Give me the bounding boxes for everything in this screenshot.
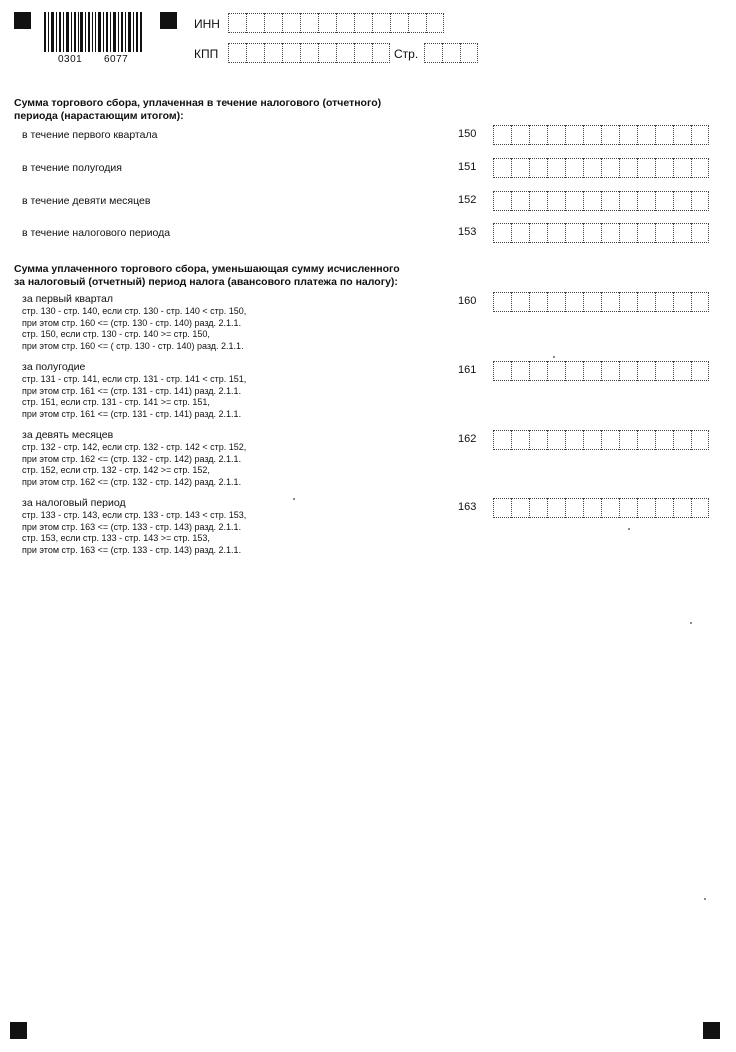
block-163-title: за налоговый период	[22, 497, 126, 509]
kpp-cells[interactable]	[228, 43, 390, 63]
block-161	[22, 361, 442, 420]
bottom-right-marker	[703, 1022, 720, 1039]
row-161-cells[interactable]	[493, 361, 709, 381]
block-161-line-3: стр. 151, если стр. 131 - стр. 141 >= стр. 151,	[22, 397, 210, 408]
scan-speck	[704, 898, 706, 900]
block-163-line-2: при этом стр. 163 <= (стр. 133 - стр. 143) разд. 2.1.1.	[22, 521, 242, 532]
block-163-line-4: при этом стр. 163 <= (стр. 133 - стр. 143) разд. 2.1.1.	[22, 544, 242, 555]
block-161-line-2: при этом стр. 161 <= (стр. 131 - стр. 141) разд. 2.1.1.	[22, 385, 242, 396]
block-163	[22, 497, 442, 556]
top-center-marker	[160, 12, 177, 29]
row-151-label: в течение полугодия	[22, 162, 122, 174]
row-152-label: в течение девяти месяцев	[22, 195, 151, 207]
top-left-marker	[14, 12, 31, 29]
row-163-code: 163	[458, 501, 477, 513]
block-162-line-1: стр. 132 - стр. 142, если стр. 132 - стр. 142 < стр. 152,	[22, 442, 247, 452]
scan-speck	[293, 498, 295, 500]
row-150-code: 150	[458, 128, 477, 140]
row-151-code: 151	[458, 161, 477, 173]
barcode	[44, 12, 142, 52]
page-cells[interactable]	[424, 43, 478, 63]
row-160-cells[interactable]	[493, 292, 709, 312]
scan-speck	[628, 528, 630, 530]
row-150-label: в течение первого квартала	[22, 129, 158, 141]
block-160-line-2: при этом стр. 160 <= (стр. 130 - стр. 140) разд. 2.1.1.	[22, 317, 242, 328]
section2-title-line1: Сумма уплаченного торгового сбора, уменьшающая сумму исчисленного	[14, 263, 400, 275]
row-152-cells[interactable]	[493, 191, 709, 211]
row-161-code: 161	[458, 364, 477, 376]
page-label: Стр.	[394, 47, 419, 61]
block-162-line-2: при этом стр. 162 <= (стр. 132 - стр. 142) разд. 2.1.1.	[22, 453, 242, 464]
row-153-label: в течение налогового периода	[22, 227, 171, 239]
section2-title-line2: за налоговый (отчетный) период налога (авансового платежа по налогу):	[14, 276, 398, 288]
block-162-line-3: стр. 152, если стр. 132 - стр. 142 >= стр. 152,	[22, 465, 210, 476]
inn-label: ИНН	[194, 17, 220, 31]
section1-title-line1: Сумма торгового сбора, уплаченная в течение налогового (отчетного)	[14, 97, 382, 109]
row-162-cells[interactable]	[493, 430, 709, 450]
inn-cells[interactable]	[228, 13, 444, 33]
scan-speck	[553, 356, 555, 358]
bottom-left-marker	[10, 1022, 27, 1039]
block-160-line-1: стр. 130 - стр. 140, если стр. 130 - стр. 140 < стр. 150,	[22, 306, 247, 316]
row-163-cells[interactable]	[493, 498, 709, 518]
block-160-line-4: при этом стр. 160 <= ( стр. 130 - стр. 140) разд. 2.1.1.	[22, 340, 244, 351]
block-161-line-1: стр. 131 - стр. 141, если стр. 131 - стр. 141 < стр. 151,	[22, 374, 247, 384]
barcode-number-right: 6077	[104, 54, 129, 65]
block-163-line-1: стр. 133 - стр. 143, если стр. 133 - стр. 143 < стр. 153,	[22, 510, 247, 520]
row-162-code: 162	[458, 433, 477, 445]
row-150-cells[interactable]	[493, 125, 709, 145]
barcode-number-left: 0301	[58, 54, 83, 65]
block-161-line-4: при этом стр. 161 <= (стр. 131 - стр. 141) разд. 2.1.1.	[22, 408, 242, 419]
block-162	[22, 429, 442, 488]
block-162-title: за девять месяцев	[22, 429, 114, 441]
block-160-title: за первый квартал	[22, 293, 114, 305]
block-162-line-4: при этом стр. 162 <= (стр. 132 - стр. 142) разд. 2.1.1.	[22, 476, 242, 487]
row-151-cells[interactable]	[493, 158, 709, 178]
block-161-title: за полугодие	[22, 361, 86, 373]
block-160-line-3: стр. 150, если стр. 130 - стр. 140 >= стр. 150,	[22, 329, 210, 340]
kpp-label: КПП	[194, 47, 219, 61]
block-160	[22, 293, 442, 352]
row-153-cells[interactable]	[493, 223, 709, 243]
scan-speck	[690, 622, 692, 624]
block-163-line-3: стр. 153, если стр. 133 - стр. 143 >= стр. 153,	[22, 533, 210, 544]
row-153-code: 153	[458, 226, 477, 238]
row-152-code: 152	[458, 194, 477, 206]
row-160-code: 160	[458, 295, 477, 307]
section1-title-line2: периода (нарастающим итогом):	[14, 110, 184, 122]
